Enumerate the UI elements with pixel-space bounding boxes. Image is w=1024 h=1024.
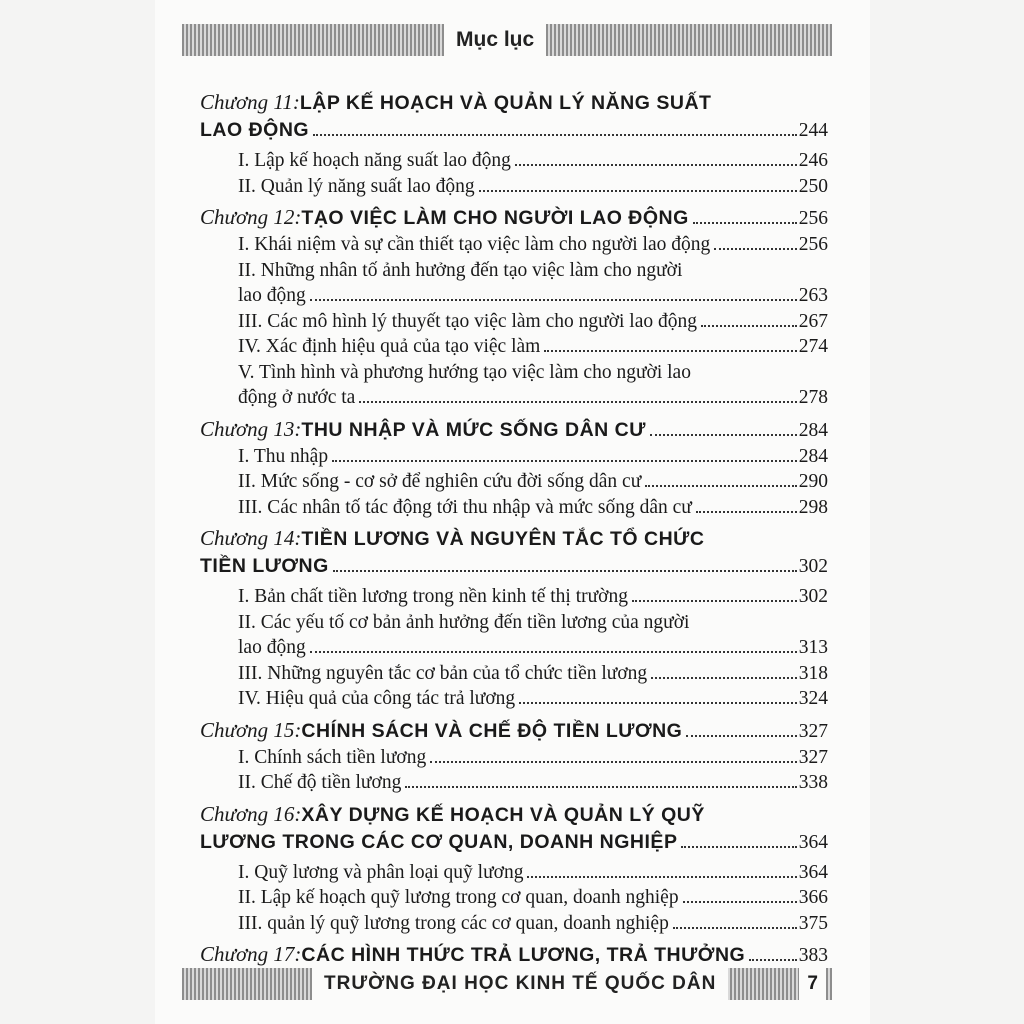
- chapter-colon: :: [294, 942, 302, 966]
- chapter-colon: :: [294, 801, 302, 826]
- chapter-title-continued: TIỀN LƯƠNG: [200, 555, 329, 577]
- section-title: III. Những nguyên tắc cơ bản của tổ chức tiền lương: [238, 662, 648, 684]
- chapter-heading: [200, 942, 828, 971]
- section-page: 256: [798, 234, 828, 255]
- section-entry: [200, 747, 828, 773]
- section-title: III. Các nhân tố tác động tới thu nhập và mức sống dân cư: [238, 496, 692, 518]
- section-title: II. Các yếu tố cơ bản ảnh hưởng đến tiền lương của người: [238, 611, 690, 633]
- section-entry: [200, 176, 828, 202]
- chapter-number: Chương 14: [200, 526, 295, 550]
- chapter-page: 327: [798, 720, 828, 742]
- section-title-continued: lao động: [238, 285, 306, 306]
- section-entry: [200, 913, 828, 939]
- page-title: Mục lục: [444, 24, 546, 56]
- section-entry: [200, 311, 828, 337]
- leader-dots: [333, 570, 797, 572]
- leader-dots: [310, 299, 797, 301]
- chapter-title-continued: LAO ĐỘNG: [200, 119, 310, 141]
- chapter-page: 284: [798, 419, 828, 441]
- chapter-page: 256: [798, 208, 828, 229]
- section-title: I. Thu nhập: [238, 445, 329, 467]
- section-entry: [200, 497, 828, 523]
- section-entry: [200, 336, 828, 362]
- section-entry: [200, 150, 828, 176]
- section-title: IV. Xác định hiệu quả của tạo việc làm: [238, 336, 541, 357]
- chapter-heading-continued: [200, 119, 828, 150]
- chapter-number: Chương 13: [200, 416, 295, 441]
- header-bar: [182, 24, 832, 56]
- section-page: 364: [798, 861, 828, 883]
- chapter-title: LẬP KẾ HOẠCH VÀ QUẢN LÝ NĂNG SUẤT: [299, 92, 712, 114]
- section-page: 375: [798, 912, 828, 934]
- chapter-heading: [200, 718, 828, 747]
- section-page: 284: [798, 445, 828, 467]
- section-page: 274: [798, 336, 828, 357]
- section-title: II. Những nhân tố ảnh hưởng đến tạo việc làm cho người: [238, 259, 683, 281]
- leader-dots: [693, 222, 797, 224]
- chapter-number: Chương 12: [200, 205, 295, 229]
- leader-dots: [701, 325, 797, 327]
- chapter-colon: :: [294, 416, 302, 441]
- section-title-continued: động ở nước ta: [238, 387, 356, 408]
- section-entry: [200, 772, 828, 798]
- section-page: 263: [798, 285, 828, 306]
- leader-dots: [479, 190, 797, 192]
- section-page: 278: [798, 387, 828, 408]
- chapter-heading-continued: [200, 831, 828, 862]
- footer-text: TRƯỜNG ĐẠI HỌC KINH TẾ QUỐC DÂN: [312, 968, 728, 1000]
- leader-dots: [515, 164, 797, 166]
- section-page: 324: [798, 688, 828, 709]
- section-entry-continued: [200, 637, 828, 663]
- chapter-title: CHÍNH SÁCH VÀ CHẾ ĐỘ TIỀN LƯƠNG: [301, 719, 683, 742]
- leader-dots: [332, 460, 797, 462]
- section-page: 246: [798, 150, 828, 171]
- chapter-page: 302: [798, 556, 828, 577]
- section-title: I. Khái niệm và sự cần thiết tạo việc làm cho người lao động: [238, 234, 711, 255]
- section-page: 250: [798, 175, 828, 197]
- leader-dots: [681, 846, 796, 848]
- section-entry: [200, 688, 828, 714]
- section-title-continued: lao động: [238, 637, 306, 658]
- leader-dots: [650, 434, 797, 436]
- leader-dots: [359, 401, 796, 403]
- chapter-page: 383: [798, 945, 828, 966]
- section-page: 327: [798, 746, 828, 768]
- section-title: III. Các mô hình lý thuyết tạo việc làm cho người lao động: [238, 310, 697, 332]
- section-page: 290: [798, 471, 828, 492]
- section-title: I. Chính sách tiền lương: [238, 746, 427, 768]
- section-entry: [200, 234, 828, 260]
- leader-dots: [749, 959, 797, 961]
- section-entry: [200, 887, 828, 913]
- chapter-title-continued: LƯƠNG TRONG CÁC CƠ QUAN, DOANH NGHIỆP: [200, 830, 678, 853]
- chapter-title: TẠO VIỆC LÀM CHO NGƯỜI LAO ĐỘNG: [301, 207, 689, 229]
- section-entry: [200, 260, 828, 286]
- leader-dots: [430, 761, 797, 763]
- section-entry-continued: [200, 285, 828, 311]
- leader-dots: [651, 677, 797, 679]
- section-entry: [200, 612, 828, 638]
- section-page: 267: [798, 310, 828, 332]
- table-of-contents: [200, 90, 828, 975]
- section-page: 338: [798, 772, 828, 793]
- chapter-heading: [200, 90, 828, 119]
- section-title: I. Lập kế hoạch năng suất lao động: [238, 150, 511, 171]
- leader-dots: [544, 350, 796, 352]
- leader-dots: [683, 901, 797, 903]
- section-entry: [200, 446, 828, 472]
- section-entry: [200, 586, 828, 612]
- chapter-title: XÂY DỰNG KẾ HOẠCH VÀ QUẢN LÝ QUỸ: [301, 803, 705, 826]
- leader-dots: [645, 485, 796, 487]
- section-title: I. Quỹ lương và phân loại quỹ lương: [238, 861, 524, 883]
- leader-dots: [313, 134, 797, 136]
- chapter-number: Chương 17: [200, 942, 295, 966]
- chapter-title: TIỀN LƯƠNG VÀ NGUYÊN TẮC TỔ CHỨC: [301, 528, 705, 550]
- chapter-colon: :: [294, 526, 302, 550]
- chapter-page: 244: [798, 120, 828, 141]
- chapter-page: 364: [798, 831, 828, 853]
- chapter-heading: [200, 802, 828, 831]
- leader-dots: [714, 248, 797, 250]
- section-entry-continued: [200, 387, 828, 413]
- chapter-heading: [200, 205, 828, 234]
- section-title: I. Bản chất tiền lương trong nền kinh tế thị trường: [238, 586, 628, 607]
- section-page: 366: [798, 887, 828, 908]
- section-title: V. Tình hình và phương hướng tạo việc làm cho người lao: [238, 361, 691, 383]
- section-page: 298: [798, 496, 828, 518]
- chapter-title: CÁC HÌNH THỨC TRẢ LƯƠNG, TRẢ THƯỞNG: [301, 944, 746, 966]
- leader-dots: [686, 735, 796, 737]
- section-entry: [200, 471, 828, 497]
- leader-dots: [673, 927, 797, 929]
- chapter-title: THU NHẬP VÀ MỨC SỐNG DÂN CƯ: [301, 418, 646, 441]
- section-title: IV. Hiệu quả của công tác trả lương: [238, 688, 516, 709]
- leader-dots: [527, 876, 796, 878]
- leader-dots: [632, 600, 797, 602]
- section-entry: [200, 362, 828, 388]
- section-title: II. Lập kế hoạch quỹ lương trong cơ quan, doanh nghiệp: [238, 887, 679, 908]
- section-page: 318: [798, 662, 828, 684]
- chapter-heading: [200, 526, 828, 555]
- leader-dots: [405, 786, 796, 788]
- chapter-number: Chương 11: [200, 90, 293, 114]
- page-number: 7: [799, 968, 826, 1000]
- leader-dots: [310, 651, 797, 653]
- leader-dots: [696, 511, 797, 513]
- section-title: III. quản lý quỹ lương trong các cơ quan, doanh nghiệp: [238, 912, 669, 934]
- chapter-number: Chương 15: [200, 717, 295, 742]
- footer-bar: [182, 968, 832, 1000]
- chapter-number: Chương 16: [200, 801, 295, 826]
- section-page: 313: [798, 637, 828, 658]
- chapter-heading: [200, 417, 828, 446]
- leader-dots: [519, 702, 797, 704]
- section-page: 302: [798, 586, 828, 607]
- chapter-colon: :: [292, 90, 300, 114]
- chapter-colon: :: [294, 717, 302, 742]
- section-title: II. Quản lý năng suất lao động: [238, 175, 475, 197]
- section-entry: [200, 663, 828, 689]
- chapter-heading-continued: [200, 555, 828, 586]
- section-title: II. Chế độ tiền lương: [238, 772, 402, 793]
- section-entry: [200, 862, 828, 888]
- chapter-colon: :: [294, 205, 302, 229]
- section-title: II. Mức sống - cơ sở để nghiên cứu đời sống dân cư: [238, 471, 642, 492]
